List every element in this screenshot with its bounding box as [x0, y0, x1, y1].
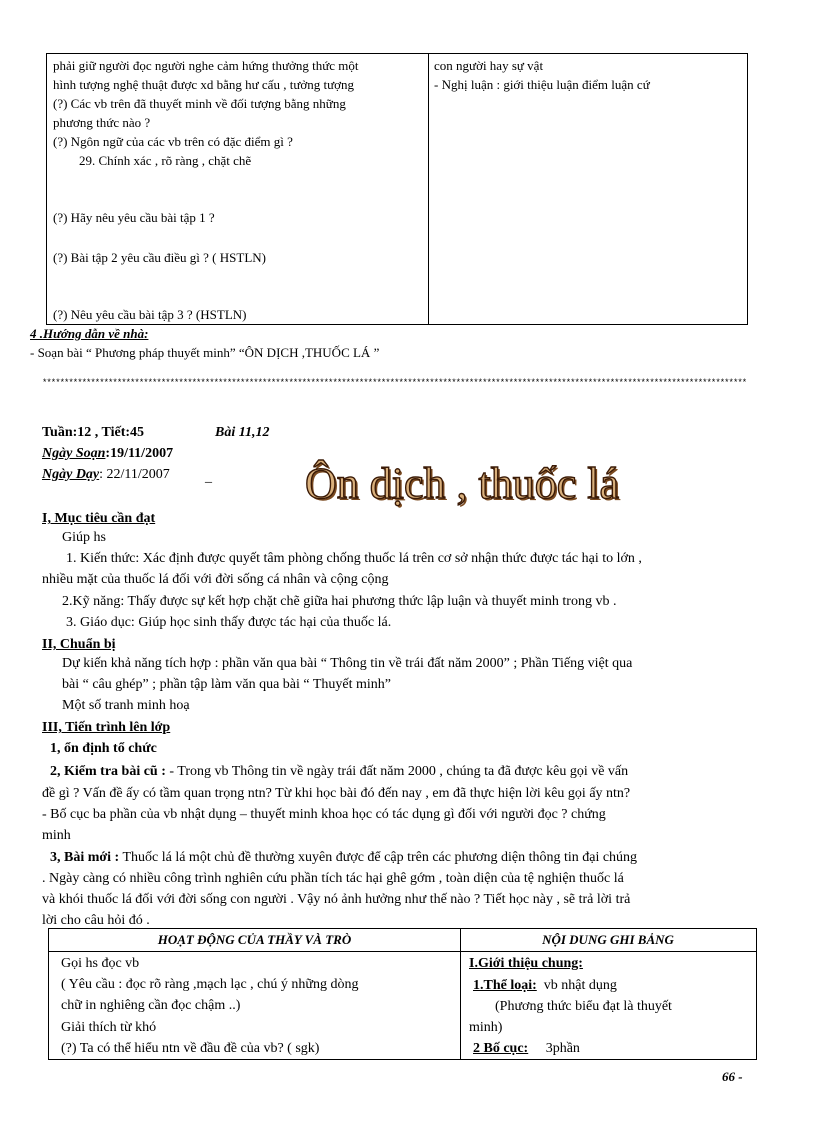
guidance-item: - Soạn bài “ Phương pháp thuyết minh” “ÔN DỊCH ,THUỐC LÁ ”	[30, 345, 380, 360]
table-cell-text: Gọi hs đọc vb	[61, 956, 140, 971]
lesson-week: Tuần:12 , Tiết:45	[42, 425, 145, 440]
section-1-line: 2.Kỹ năng: Thấy được sự kết hợp chặt chẽ giữa hai phương thức lập luận và thuyết minh trong vb .	[62, 594, 617, 609]
section-3-subheading: 1, ổn định tổ chức	[50, 741, 157, 756]
old-lesson-check-label: 2, Kiểm tra bài cũ :	[50, 764, 166, 779]
teach-date-value: : 22/11/2007	[99, 467, 170, 482]
table-cell-text: con người hay sự vật	[434, 58, 544, 73]
table-cell-text: - Nghị luận : giới thiệu luận điểm luận cứ	[434, 77, 650, 92]
genre-label: 1.Thể loại:	[473, 978, 537, 993]
section-1-line: Giúp hs	[62, 530, 106, 545]
section-2-line: Một số tranh minh hoạ	[62, 698, 190, 713]
teach-date-line	[42, 467, 170, 483]
new-lesson-line: và khói thuốc lá đối với đời sống con người . Vậy nó ảnh hưởng như thế nào ? Tiết học này , sẽ trả lời trả	[42, 892, 631, 907]
layout-line	[473, 1040, 580, 1058]
prep-date-line	[42, 446, 173, 462]
old-lesson-check-line: - Bố cục ba phần của vb nhật dụng – thuyết minh khoa học có tác dụng gì đối với người đọc ? chứng	[42, 807, 606, 822]
page-number: 66 -	[722, 1069, 743, 1084]
table-cell-text: (?) Hãy nêu yêu cầu bài tập 1 ?	[53, 210, 215, 225]
old-lesson-check-line	[50, 764, 628, 780]
section-3-heading: III, Tiến trình lên lớp	[42, 720, 171, 735]
genre-line	[473, 977, 617, 995]
teach-date-mark: _	[205, 470, 212, 485]
new-lesson-line	[50, 850, 637, 866]
genre-value: vb nhật dụng	[543, 978, 617, 993]
section-1-line: 1. Kiến thức: Xác định được quyết tâm phòng chống thuốc lá trên cơ sở nhận thức được tác hại to lớn ,	[66, 551, 642, 566]
table-cell-text: (?) Ta có thể hiểu ntn về đầu đề của vb? ( sgk)	[61, 1041, 320, 1056]
teach-date-label: Ngày Dạy	[42, 467, 100, 482]
separator-line: ****************************************************************************************************************************************************************	[42, 378, 747, 388]
old-lesson-check-text: - Trong vb Thông tin về ngày trái đất năm 2000 , chúng ta đã được kêu gọi về vấn	[165, 764, 629, 779]
table-column-divider	[460, 929, 461, 1059]
table-cell-text: (?) Bài tập 2 yêu cầu điều gì ? ( HSTLN)	[53, 250, 266, 265]
table-cell-text: (?) Các vb trên đã thuyết minh về đối tượng bằng những	[53, 96, 346, 111]
old-lesson-check-line: minh	[42, 828, 71, 843]
intro-heading: I.Giới thiệu chung:	[469, 956, 583, 971]
expression-mode-line: (Phương thức biểu đạt là thuyết	[495, 999, 672, 1014]
layout-value: 3phần	[545, 1041, 580, 1056]
section-2-line: bài “ câu ghép” ; phần tập làm văn qua bài “ Thuyết minh”	[62, 677, 392, 692]
lesson-number: Bài 11,12	[215, 425, 270, 440]
section-1-heading: I, Mục tiêu cần đạt	[42, 511, 156, 526]
section-1-line: nhiều mặt của thuốc lá đối với đời sống cá nhân và cộng cộng	[42, 572, 389, 587]
table-cell-text: (?) Ngôn ngữ của các vb trên có đặc điểm gì ?	[53, 134, 293, 149]
section-1-line: 3. Giáo dục: Giúp học sinh thấy được tác hại của thuốc lá.	[66, 615, 392, 630]
guidance-heading: 4 .Hướng dẫn về nhà:	[30, 326, 149, 341]
prep-date-value: :19/11/2007	[105, 446, 174, 461]
new-lesson-label: 3, Bài mới :	[50, 850, 120, 865]
new-lesson-text: Thuốc lá lá một chủ đề thường xuyên được để cập trên các phương diện thông tin đại chúng	[119, 850, 638, 865]
table-cell-text: (?) Nêu yêu cầu bài tập 3 ? (HSTLN)	[53, 307, 247, 322]
table-cell-text: Giải thích từ khó	[61, 1020, 157, 1035]
table-cell-text: phải giữ người đọc người nghe cảm hứng thưởng thức một	[53, 58, 359, 73]
table-header-activities: HOẠT ĐỘNG CỦA THẦY VÀ TRÒ	[157, 932, 352, 947]
expression-mode-line: minh)	[469, 1020, 503, 1035]
prep-date-label: Ngày Soạn	[42, 446, 106, 461]
activity-table	[48, 928, 757, 1060]
table-column-divider	[428, 54, 429, 324]
table-cell-text: ( Yêu cầu : đọc rõ ràng ,mạch lạc , chú ý những dòng	[61, 977, 359, 992]
table-header-content: NỘI DUNG GHI BẢNG	[542, 932, 674, 947]
new-lesson-line: lời cho câu hỏi đó .	[42, 913, 150, 928]
lesson-title: Ôn dịch , thuốc lá	[305, 459, 620, 508]
table-header-divider	[49, 951, 756, 952]
table-cell-text: chữ in nghiêng cần đọc chậm ..)	[61, 998, 241, 1013]
old-lesson-check-line: đề gì ? Vấn đề ấy có tầm quan trọng ntn? Từ khi học bài đó đến nay , em đã thực hiện lời kêu gọi ấy ntn?	[42, 786, 631, 801]
top-table	[46, 53, 748, 325]
table-cell-text: phương thức nào ?	[53, 115, 151, 130]
section-2-line: Dự kiến khả năng tích hợp : phần văn qua bài “ Thông tin về trái đất năm 2000” ; Phần Tiếng việt qua	[62, 656, 633, 671]
table-cell-text: 29. Chính xác , rõ ràng , chặt chẽ	[79, 153, 252, 168]
table-cell-text: hình tượng nghệ thuật được xd bằng hư cấu , tưởng tượng	[53, 77, 355, 92]
layout-label: 2 Bố cục:	[473, 1041, 529, 1056]
section-2-heading: II, Chuẩn bị	[42, 637, 116, 652]
new-lesson-line: . Ngày càng có nhiều công trình nghiên cứu phần tích tác hại ghê gớm , toàn diện của tệ nghiện thuốc lá	[42, 871, 624, 886]
